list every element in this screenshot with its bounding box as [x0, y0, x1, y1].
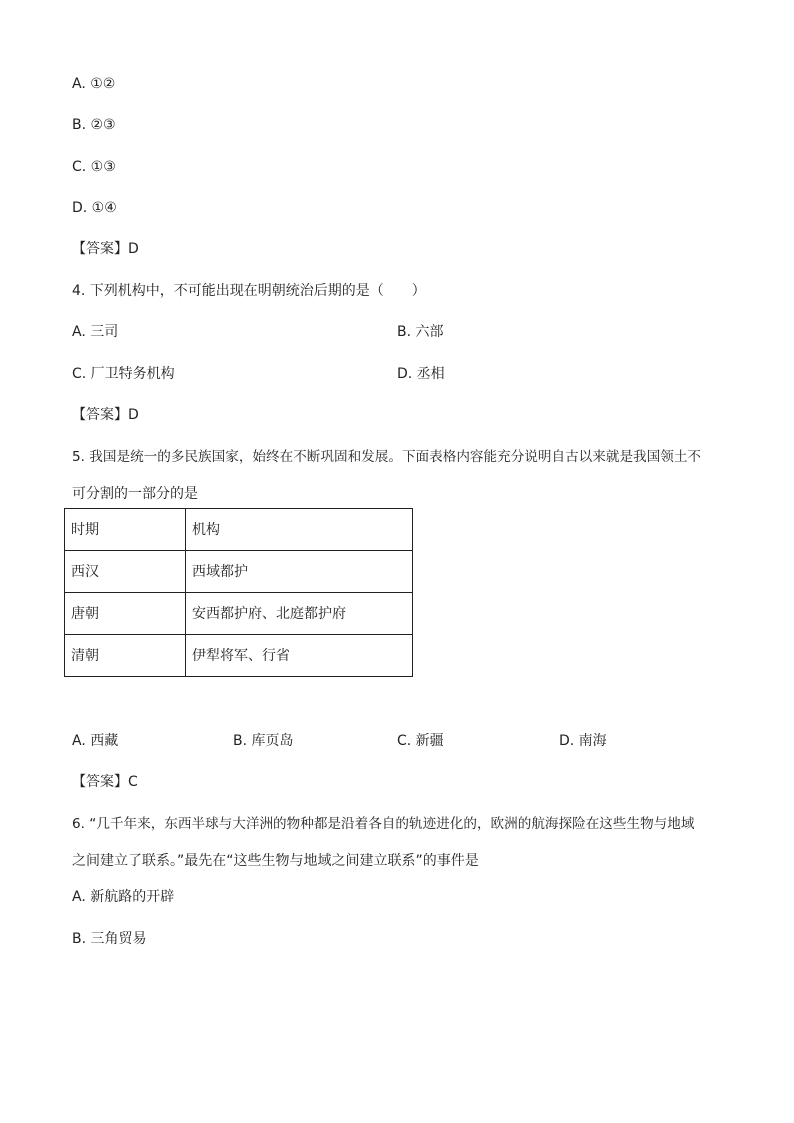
- table-cell-period: 清朝: [65, 635, 186, 677]
- q4-option-b: B. 六部: [397, 324, 444, 340]
- table-cell-period: 西汉: [65, 551, 186, 593]
- table-row: [65, 593, 413, 635]
- table-header-row: [65, 509, 413, 551]
- q5-answer-value: C: [128, 774, 138, 790]
- q5-option-a: A. 西藏: [72, 733, 119, 749]
- table-header-institution: 机构: [186, 509, 413, 551]
- q3-option-a: A. ①②: [72, 76, 116, 92]
- q5-answer: [72, 772, 138, 792]
- q5-option-d: D. 南海: [559, 733, 607, 749]
- q4-option-c: C. 厂卫特务机构: [72, 366, 175, 382]
- table-cell-period: 唐朝: [65, 593, 186, 635]
- table-header-period: 时期: [65, 509, 186, 551]
- table-row: [65, 551, 413, 593]
- q3-answer-label: 【答案】: [72, 241, 128, 257]
- q3-answer: [72, 239, 139, 259]
- q3-option-c: C. ①③: [72, 159, 116, 175]
- table-cell-institution: 西域都护: [186, 551, 413, 593]
- q3-option-b: B. ②③: [72, 117, 116, 133]
- q5-option-b: B. 库页岛: [233, 733, 294, 749]
- q5-option-c: C. 新疆: [397, 733, 444, 749]
- q5-stem-line1: 5. 我国是统一的多民族国家，始终在不断巩固和发展。下面表格内容能充分说明自古以来就是我国领土不: [72, 449, 702, 465]
- q4-answer-value: D: [128, 407, 139, 423]
- q3-answer-value: D: [128, 241, 139, 257]
- table-cell-institution: 伊犁将军、行省: [186, 635, 413, 677]
- table-row: [65, 635, 413, 677]
- q5-stem-line2: 可分割的一部分的是: [72, 486, 198, 502]
- q4-answer-label: 【答案】: [72, 407, 128, 423]
- q3-option-d: D. ①④: [72, 200, 117, 216]
- q6-option-b: B. 三角贸易: [72, 931, 147, 947]
- table-cell-institution: 安西都护府、北庭都护府: [186, 593, 413, 635]
- q4-option-d: D. 丞相: [397, 366, 445, 382]
- q6-option-a: A. 新航路的开辟: [72, 889, 175, 905]
- q6-stem-line2: 之间建立了联系。”最先在“这些生物与地域之间建立联系”的事件是: [72, 853, 479, 869]
- q6-stem-line1: 6. “几千年来，东西半球与大洋洲的物种都是沿着各自的轨迹进化的，欧洲的航海探险在这些生物与地域: [72, 816, 695, 832]
- q4-stem: 4. 下列机构中，不可能出现在明朝统治后期的是（ ）: [72, 283, 426, 299]
- q5-answer-label: 【答案】: [72, 774, 128, 790]
- q5-table: [64, 508, 413, 677]
- q4-answer: [72, 405, 139, 425]
- q4-option-a: A. 三司: [72, 324, 119, 340]
